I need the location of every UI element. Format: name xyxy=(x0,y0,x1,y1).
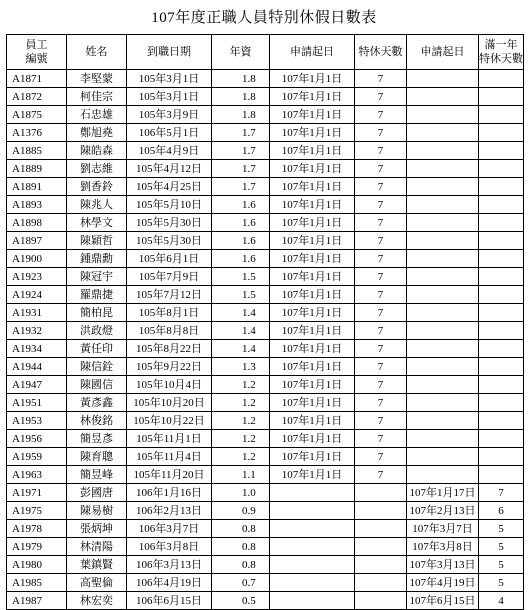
cell-name: 陳穎哲 xyxy=(67,232,127,250)
cell-name: 李堅蒙 xyxy=(67,70,127,88)
cell-years: 1.7 xyxy=(212,160,270,178)
cell-date: 105年4月25日 xyxy=(127,178,212,196)
cell-full xyxy=(479,88,524,106)
cell-days: 7 xyxy=(355,394,407,412)
cell-id: A1987 xyxy=(7,592,67,610)
cell-name: 高聖倫 xyxy=(67,574,127,592)
cell-start xyxy=(270,538,355,556)
cell-date: 106年5月1日 xyxy=(127,124,212,142)
cell-name: 劉志維 xyxy=(67,160,127,178)
cell-date: 105年3月9日 xyxy=(127,106,212,124)
cell-id: A1979 xyxy=(7,538,67,556)
cell-name: 彭國唐 xyxy=(67,484,127,502)
table-row xyxy=(7,484,524,502)
cell-id: A1898 xyxy=(7,214,67,232)
table-row xyxy=(7,502,524,520)
cell-full xyxy=(479,322,524,340)
cell-start2 xyxy=(407,412,479,430)
cell-start2 xyxy=(407,304,479,322)
header-id xyxy=(7,35,67,70)
cell-years: 1.6 xyxy=(212,196,270,214)
table-row xyxy=(7,142,524,160)
cell-days xyxy=(355,556,407,574)
cell-years: 1.6 xyxy=(212,214,270,232)
cell-years: 1.1 xyxy=(212,466,270,484)
cell-start2 xyxy=(407,106,479,124)
cell-id: A1893 xyxy=(7,196,67,214)
cell-start: 107年1月1日 xyxy=(270,430,355,448)
cell-name: 陳國信 xyxy=(67,376,127,394)
table-row xyxy=(7,394,524,412)
cell-full xyxy=(479,178,524,196)
table-row xyxy=(7,520,524,538)
cell-days: 7 xyxy=(355,358,407,376)
cell-days: 7 xyxy=(355,268,407,286)
cell-date: 105年6月1日 xyxy=(127,250,212,268)
header-start-label: 申請起日 xyxy=(290,46,334,58)
cell-years: 0.8 xyxy=(212,538,270,556)
cell-start2: 107年3月7日 xyxy=(407,520,479,538)
cell-start2: 107年4月19日 xyxy=(407,574,479,592)
cell-name: 石忠雄 xyxy=(67,106,127,124)
cell-date: 106年3月7日 xyxy=(127,520,212,538)
cell-date: 105年10月22日 xyxy=(127,412,212,430)
table-row xyxy=(7,556,524,574)
cell-name: 陳易樹 xyxy=(67,502,127,520)
cell-start: 107年1月1日 xyxy=(270,358,355,376)
cell-days: 7 xyxy=(355,466,407,484)
cell-id: A1871 xyxy=(7,70,67,88)
cell-full: 7 xyxy=(479,484,524,502)
cell-start: 107年1月1日 xyxy=(270,178,355,196)
cell-years: 1.2 xyxy=(212,376,270,394)
cell-id: A1971 xyxy=(7,484,67,502)
cell-start: 107年1月1日 xyxy=(270,250,355,268)
cell-days xyxy=(355,574,407,592)
table-row xyxy=(7,574,524,592)
cell-full xyxy=(479,160,524,178)
cell-id: A1980 xyxy=(7,556,67,574)
cell-start: 107年1月1日 xyxy=(270,88,355,106)
cell-full: 5 xyxy=(479,538,524,556)
cell-name: 鍾鼎勳 xyxy=(67,250,127,268)
cell-start: 107年1月1日 xyxy=(270,304,355,322)
cell-start2 xyxy=(407,250,479,268)
cell-days xyxy=(355,592,407,610)
cell-days xyxy=(355,484,407,502)
cell-start2: 107年3月13日 xyxy=(407,556,479,574)
cell-full xyxy=(479,304,524,322)
cell-full: 4 xyxy=(479,592,524,610)
cell-name: 鄭旭堯 xyxy=(67,124,127,142)
cell-start: 107年1月1日 xyxy=(270,196,355,214)
cell-days: 7 xyxy=(355,304,407,322)
cell-full: 5 xyxy=(479,574,524,592)
table-row xyxy=(7,88,524,106)
cell-name: 羅鼎捷 xyxy=(67,286,127,304)
header-start xyxy=(270,35,355,70)
table-row xyxy=(7,376,524,394)
cell-full xyxy=(479,448,524,466)
cell-start: 107年1月1日 xyxy=(270,322,355,340)
cell-date: 106年3月13日 xyxy=(127,556,212,574)
cell-full xyxy=(479,340,524,358)
cell-years: 1.8 xyxy=(212,106,270,124)
cell-date: 106年6月15日 xyxy=(127,592,212,610)
cell-start xyxy=(270,574,355,592)
cell-full xyxy=(479,268,524,286)
cell-start: 107年1月1日 xyxy=(270,448,355,466)
cell-date: 105年5月10日 xyxy=(127,196,212,214)
cell-full xyxy=(479,394,524,412)
table-row xyxy=(7,70,524,88)
cell-full xyxy=(479,250,524,268)
table-row xyxy=(7,448,524,466)
cell-years: 1.7 xyxy=(212,178,270,196)
cell-id: A1875 xyxy=(7,106,67,124)
cell-start xyxy=(270,502,355,520)
cell-years: 1.3 xyxy=(212,358,270,376)
cell-years: 1.8 xyxy=(212,70,270,88)
cell-years: 1.2 xyxy=(212,430,270,448)
cell-full: 5 xyxy=(479,520,524,538)
cell-start: 107年1月1日 xyxy=(270,124,355,142)
cell-start: 107年1月1日 xyxy=(270,160,355,178)
cell-name: 陳皓森 xyxy=(67,142,127,160)
header-start2-label: 申請起日 xyxy=(420,46,465,58)
cell-start: 107年1月1日 xyxy=(270,106,355,124)
table-row xyxy=(7,412,524,430)
cell-start2 xyxy=(407,70,479,88)
cell-start2 xyxy=(407,466,479,484)
cell-name: 簡昱峰 xyxy=(67,466,127,484)
cell-days: 7 xyxy=(355,232,407,250)
cell-date: 105年11月1日 xyxy=(127,430,212,448)
cell-start xyxy=(270,484,355,502)
cell-start2 xyxy=(407,322,479,340)
cell-full xyxy=(479,214,524,232)
cell-name: 陳冠宇 xyxy=(67,268,127,286)
cell-years: 1.7 xyxy=(212,142,270,160)
cell-start2 xyxy=(407,340,479,358)
cell-start2 xyxy=(407,358,479,376)
cell-id: A1963 xyxy=(7,466,67,484)
cell-start: 107年1月1日 xyxy=(270,286,355,304)
table-row xyxy=(7,214,524,232)
cell-start2 xyxy=(407,196,479,214)
header-start2 xyxy=(407,35,479,70)
cell-name: 葉鎮賢 xyxy=(67,556,127,574)
cell-name: 張炳坤 xyxy=(67,520,127,538)
table-body xyxy=(7,70,524,610)
cell-years: 0.7 xyxy=(212,574,270,592)
cell-start2 xyxy=(407,232,479,250)
table-row xyxy=(7,196,524,214)
cell-days: 7 xyxy=(355,250,407,268)
cell-id: A1932 xyxy=(7,322,67,340)
cell-name: 簡柏昆 xyxy=(67,304,127,322)
header-days xyxy=(355,35,407,70)
cell-years: 0.9 xyxy=(212,502,270,520)
cell-name: 陳兆人 xyxy=(67,196,127,214)
cell-date: 105年7月9日 xyxy=(127,268,212,286)
cell-id: A1975 xyxy=(7,502,67,520)
cell-start2 xyxy=(407,286,479,304)
cell-full xyxy=(479,412,524,430)
cell-years: 1.2 xyxy=(212,394,270,412)
cell-start2 xyxy=(407,142,479,160)
cell-date: 105年8月22日 xyxy=(127,340,212,358)
cell-date: 105年3月1日 xyxy=(127,88,212,106)
header-full xyxy=(479,35,524,70)
table-row xyxy=(7,322,524,340)
cell-name: 簡昱彥 xyxy=(67,430,127,448)
cell-date: 105年8月1日 xyxy=(127,304,212,322)
cell-id: A1900 xyxy=(7,250,67,268)
cell-full xyxy=(479,376,524,394)
cell-days: 7 xyxy=(355,160,407,178)
table-row xyxy=(7,106,524,124)
header-id-label: 員工 編號 xyxy=(25,39,48,65)
table-row xyxy=(7,268,524,286)
cell-date: 105年5月30日 xyxy=(127,214,212,232)
cell-full xyxy=(479,430,524,448)
table-row xyxy=(7,592,524,610)
cell-name: 劉香鈴 xyxy=(67,178,127,196)
cell-start2: 107年2月13日 xyxy=(407,502,479,520)
cell-full xyxy=(479,232,524,250)
cell-start: 107年1月1日 xyxy=(270,232,355,250)
cell-full xyxy=(479,70,524,88)
cell-start2: 107年3月8日 xyxy=(407,538,479,556)
table-row xyxy=(7,466,524,484)
cell-id: A1889 xyxy=(7,160,67,178)
cell-id: A1944 xyxy=(7,358,67,376)
cell-id: A1924 xyxy=(7,286,67,304)
header-name xyxy=(67,35,127,70)
cell-name: 林清陽 xyxy=(67,538,127,556)
cell-name: 林俊銘 xyxy=(67,412,127,430)
cell-days: 7 xyxy=(355,412,407,430)
table-row xyxy=(7,250,524,268)
cell-years: 1.5 xyxy=(212,268,270,286)
cell-full xyxy=(479,124,524,142)
leave-table xyxy=(6,34,524,610)
cell-start xyxy=(270,520,355,538)
cell-date: 105年8月8日 xyxy=(127,322,212,340)
cell-start2 xyxy=(407,268,479,286)
cell-start xyxy=(270,592,355,610)
cell-years: 1.6 xyxy=(212,250,270,268)
cell-full: 6 xyxy=(479,502,524,520)
cell-start2 xyxy=(407,124,479,142)
cell-start: 107年1月1日 xyxy=(270,466,355,484)
cell-start: 107年1月1日 xyxy=(270,394,355,412)
cell-days: 7 xyxy=(355,286,407,304)
cell-days: 7 xyxy=(355,322,407,340)
cell-start: 107年1月1日 xyxy=(270,376,355,394)
header-row xyxy=(7,35,524,70)
cell-start: 107年1月1日 xyxy=(270,268,355,286)
cell-full xyxy=(479,286,524,304)
header-full-label: 滿一年 特休天數 xyxy=(479,39,523,65)
cell-id: A1923 xyxy=(7,268,67,286)
header-years xyxy=(212,35,270,70)
cell-days: 7 xyxy=(355,376,407,394)
header-days-label: 特休天數 xyxy=(358,46,403,58)
cell-name: 林學文 xyxy=(67,214,127,232)
table-row xyxy=(7,304,524,322)
cell-id: A1931 xyxy=(7,304,67,322)
cell-years: 1.8 xyxy=(212,88,270,106)
cell-days: 7 xyxy=(355,430,407,448)
cell-name: 陳信銓 xyxy=(67,358,127,376)
cell-full xyxy=(479,358,524,376)
cell-start2 xyxy=(407,448,479,466)
cell-days: 7 xyxy=(355,448,407,466)
cell-id: A1376 xyxy=(7,124,67,142)
cell-full: 5 xyxy=(479,556,524,574)
cell-id: A1956 xyxy=(7,430,67,448)
cell-start2 xyxy=(407,88,479,106)
cell-full xyxy=(479,196,524,214)
cell-years: 1.4 xyxy=(212,304,270,322)
cell-id: A1947 xyxy=(7,376,67,394)
cell-start: 107年1月1日 xyxy=(270,142,355,160)
cell-start2 xyxy=(407,160,479,178)
table-row xyxy=(7,286,524,304)
cell-start xyxy=(270,556,355,574)
table-row xyxy=(7,430,524,448)
cell-id: A1978 xyxy=(7,520,67,538)
cell-years: 1.0 xyxy=(212,484,270,502)
page-title: 107年度正職人員特別休假日數表 xyxy=(151,10,377,26)
cell-date: 105年7月12日 xyxy=(127,286,212,304)
table-row xyxy=(7,358,524,376)
cell-start2 xyxy=(407,214,479,232)
cell-name: 林宏奕 xyxy=(67,592,127,610)
cell-id: A1951 xyxy=(7,394,67,412)
header-years-label: 年資 xyxy=(229,46,252,58)
cell-start2: 107年1月17日 xyxy=(407,484,479,502)
cell-date: 105年11月4日 xyxy=(127,448,212,466)
cell-start2 xyxy=(407,376,479,394)
cell-id: A1934 xyxy=(7,340,67,358)
cell-days: 7 xyxy=(355,142,407,160)
cell-date: 105年10月20日 xyxy=(127,394,212,412)
cell-id: A1959 xyxy=(7,448,67,466)
table-row xyxy=(7,124,524,142)
cell-days xyxy=(355,538,407,556)
table-row xyxy=(7,178,524,196)
cell-date: 105年5月30日 xyxy=(127,232,212,250)
cell-days: 7 xyxy=(355,70,407,88)
cell-years: 1.2 xyxy=(212,448,270,466)
cell-years: 1.4 xyxy=(212,340,270,358)
table-row xyxy=(7,340,524,358)
cell-start2: 107年6月15日 xyxy=(407,592,479,610)
cell-years: 1.5 xyxy=(212,286,270,304)
cell-full xyxy=(479,142,524,160)
header-name-label: 姓名 xyxy=(85,46,108,58)
cell-name: 洪政燈 xyxy=(67,322,127,340)
cell-name: 黃彥鑫 xyxy=(67,394,127,412)
cell-start: 107年1月1日 xyxy=(270,70,355,88)
table-row xyxy=(7,538,524,556)
header-date xyxy=(127,35,212,70)
cell-id: A1897 xyxy=(7,232,67,250)
table-row xyxy=(7,232,524,250)
cell-years: 1.4 xyxy=(212,322,270,340)
cell-name: 黃任印 xyxy=(67,340,127,358)
cell-years: 1.2 xyxy=(212,412,270,430)
cell-days xyxy=(355,520,407,538)
cell-days: 7 xyxy=(355,106,407,124)
cell-days: 7 xyxy=(355,340,407,358)
cell-date: 106年3月8日 xyxy=(127,538,212,556)
cell-name: 陳育聰 xyxy=(67,448,127,466)
cell-id: A1872 xyxy=(7,88,67,106)
cell-id: A1985 xyxy=(7,574,67,592)
cell-start: 107年1月1日 xyxy=(270,412,355,430)
cell-years: 1.7 xyxy=(212,124,270,142)
cell-start2 xyxy=(407,394,479,412)
cell-full xyxy=(479,466,524,484)
cell-days: 7 xyxy=(355,196,407,214)
cell-days xyxy=(355,502,407,520)
cell-date: 105年4月12日 xyxy=(127,160,212,178)
cell-days: 7 xyxy=(355,124,407,142)
cell-days: 7 xyxy=(355,214,407,232)
cell-start: 107年1月1日 xyxy=(270,340,355,358)
cell-days: 7 xyxy=(355,178,407,196)
cell-years: 1.6 xyxy=(212,232,270,250)
header-date-label: 到職日期 xyxy=(147,46,191,58)
cell-start: 107年1月1日 xyxy=(270,214,355,232)
cell-date: 106年2月13日 xyxy=(127,502,212,520)
cell-date: 106年1月16日 xyxy=(127,484,212,502)
cell-start2 xyxy=(407,430,479,448)
cell-date: 105年11月20日 xyxy=(127,466,212,484)
cell-id: A1891 xyxy=(7,178,67,196)
cell-start2 xyxy=(407,178,479,196)
cell-full xyxy=(479,106,524,124)
cell-date: 105年9月22日 xyxy=(127,358,212,376)
cell-days: 7 xyxy=(355,88,407,106)
cell-name: 柯佳宗 xyxy=(67,88,127,106)
cell-id: A1953 xyxy=(7,412,67,430)
table-row xyxy=(7,160,524,178)
cell-id: A1885 xyxy=(7,142,67,160)
cell-date: 105年10月4日 xyxy=(127,376,212,394)
cell-date: 105年4月9日 xyxy=(127,142,212,160)
cell-years: 0.8 xyxy=(212,520,270,538)
cell-years: 0.5 xyxy=(212,592,270,610)
cell-date: 106年4月19日 xyxy=(127,574,212,592)
cell-date: 105年3月1日 xyxy=(127,70,212,88)
cell-years: 0.8 xyxy=(212,556,270,574)
